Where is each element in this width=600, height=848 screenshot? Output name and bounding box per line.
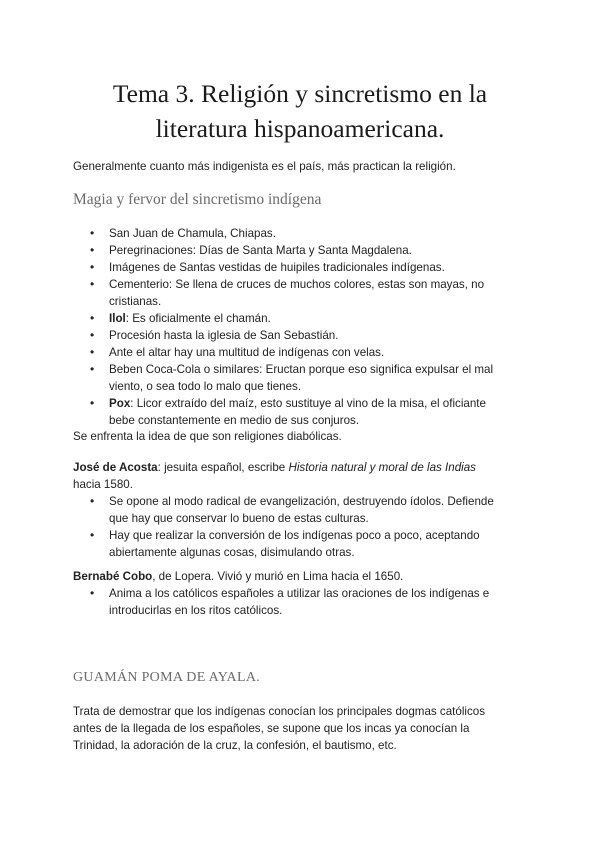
section-heading-sincretismo: Magia y fervor del sincretismo indígena — [73, 191, 322, 208]
author-name: José de Acosta — [73, 461, 158, 474]
list-item: • Peregrinaciones: Días de Santa Marta y Santa Magdalena. — [73, 242, 533, 259]
list-item: • San Juan de Chamula, Chiapas. — [73, 225, 533, 242]
list-item: • Imágenes de Santas vestidas de huipiles tradicionales indígenas. — [73, 259, 533, 276]
title-line-1: Tema 3. Religión y sincretismo en la — [112, 79, 488, 108]
title-line-2: literatura hispanoamericana. — [155, 114, 445, 143]
acosta-paragraph: José de Acosta: jesuita español, escribe Historia natural y moral de las Indias hacia 1580. — [73, 461, 476, 491]
list-item: • Hay que realizar la conversión de los indígenas poco a poco, aceptando abiertamente algunas cosas, disimulando otras. — [73, 527, 533, 561]
list-item: • Ante el altar hay una multitud de indígenas con velas. — [73, 344, 533, 361]
acosta-list — [73, 493, 533, 561]
section-heading-guaman-poma: GUAMÁN POMA DE AYALA. — [73, 670, 261, 685]
term-pox: Pox — [109, 397, 131, 410]
cobo-list — [73, 585, 533, 619]
author-name: Bernabé Cobo — [73, 570, 153, 583]
list-item: • Procesión hasta la iglesia de San Sebastián. — [73, 327, 533, 344]
cobo-paragraph: Bernabé Cobo, de Lopera. Vivió y murió en Lima hacia el 1650. — [73, 570, 404, 583]
work-title: Historia natural y moral de las Indias — [288, 461, 476, 474]
list-item: • Se opone al modo radical de evangelización, destruyendo ídolos. Defiende que hay que conservar lo bueno de estas culturas. — [73, 493, 533, 527]
list-item: • Pox: Licor extraído del maíz, esto sustituye al vino de la misa, el oficiante bebe constantemente en medio de sus conjuros. — [73, 395, 533, 429]
term-ilol: Ilol — [109, 312, 126, 325]
list-item: • Beben Coca-Cola o similares: Eructan porque eso significa expulsar el mal viento, o sea todo lo malo que tienes. — [73, 361, 533, 395]
list-item: • Cementerio: Se llena de cruces de muchos colores, estas son mayas, no cristianas. — [73, 276, 533, 310]
page-title — [60, 76, 540, 146]
note-paragraph: Se enfrenta la idea de que son religiones diabólicas. — [73, 430, 342, 443]
list-item: • Ilol: Es oficialmente el chamán. — [73, 310, 533, 327]
guaman-paragraph: Trata de demostrar que los indígenas conocían los principales dogmas católicos antes de la llegada de los españoles, se supone que los incas ya conocían la Trinidad, la adoración de la cruz, la confesión, el bautismo, etc. — [73, 705, 486, 752]
intro-paragraph: Generalmente cuanto más indigenista es el país, más practican la religión. — [73, 160, 456, 173]
list-item: • Anima a los católicos españoles a utilizar las oraciones de los indígenas e introducirlas en los ritos católicos. — [73, 585, 533, 619]
sincretismo-list — [73, 225, 533, 429]
